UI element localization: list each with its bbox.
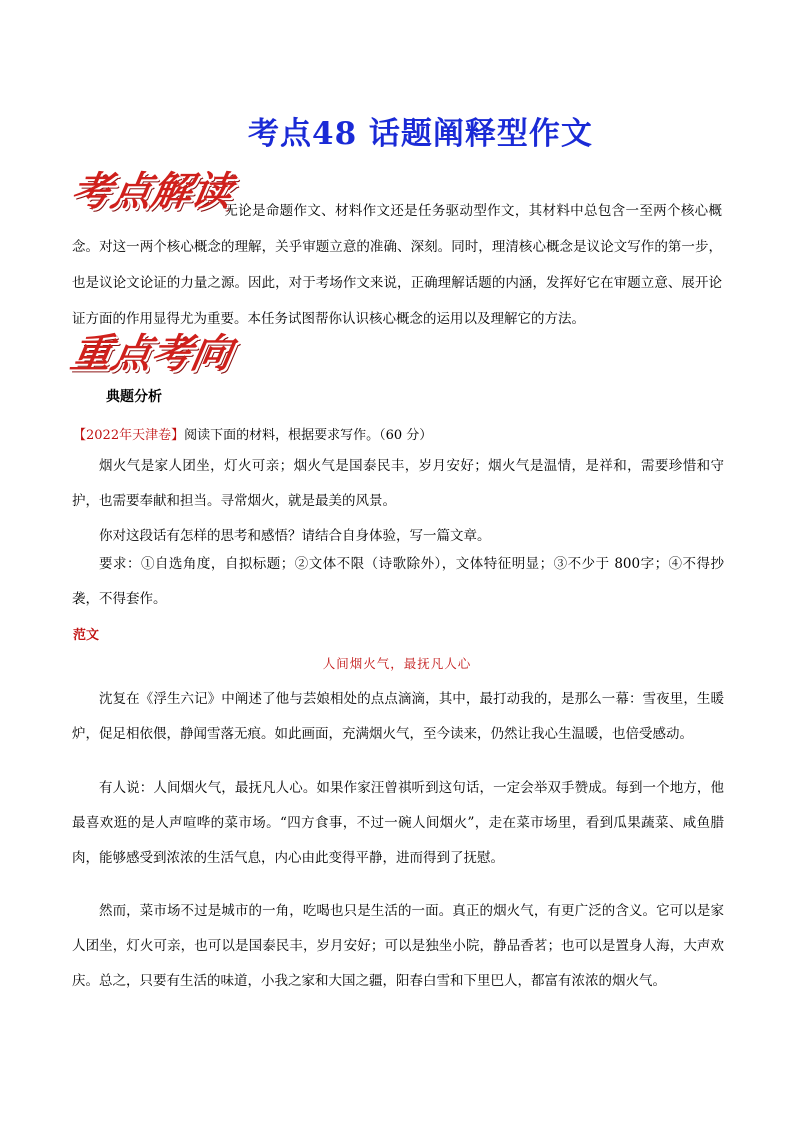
material-paragraph-2: 你对这段话有怎样的思考和感悟？请结合自身体验，写一篇文章。 (99, 528, 491, 544)
material-requirements: 要求：①自选角度，自拟标题；②文体不限（诗歌除外），文体特征明显；③不少于 800字；④不得抄袭，不得套作。 (72, 556, 724, 607)
banner-key-directions: 重点考向 (67, 330, 236, 377)
essay-paragraph-2: 有人说：人间烟火气，最抚凡人心。如果作家汪曾祺听到这句话，一定会举双手赞成。每到一个地方，他最喜欢逛的是人声喧哗的菜市场。“四方食事，不过一碗人间烟火”，走在菜市场里，看到瓜果蔬菜、咸鱼腊肉，能够感受到浓浓的生活气息，内心由此变得平静，进而得到了抚慰。 (72, 780, 724, 866)
sample-essay-label: 范文 (73, 628, 100, 643)
page-title: 考点48 话题阐释型作文 (248, 116, 593, 152)
banner-exam-interpretation: 考点解读 (67, 168, 236, 215)
intro-paragraph (72, 193, 722, 337)
material-paragraph-1: 烟火气是家人团坐，灯火可亲；烟火气是国泰民丰，岁月安好；烟火气是温情，是祥和，需要珍惜和守护，也需要奉献和担当。寻常烟火，就是最美的风景。 (72, 458, 724, 509)
question-source: 【2022年天津卷】 (73, 428, 185, 443)
essay-title: 人间烟火气，最抚凡人心 (322, 656, 472, 671)
essay-paragraph-1: 沈复在《浮生六记》中阐述了他与芸娘相处的点点滴滴，其中，最打动我的，是那么一幕：雪夜里，生暖炉，促足相依偎，静闻雪落无痕。如此画面，充满烟火气，至今读来，仍然让我心生温暖，也倍受感动。 (72, 691, 724, 742)
section-label: 典题分析 (106, 389, 162, 405)
question-line (73, 424, 432, 443)
intro-text: 无论是命题作文、材料作文还是任务驱动型作文，其材料中总包含一至两个核心概念。对这一两个核心概念的理解，关乎审题立意的准确、深刻。同时，理清核心概念是议论文写作的第一步，也是议论文论证的力量之源。因此，对于考场作文来说，正确理解话题的内涵，发挥好它在审题立意、展开论证方面的作用显得尤为重要。本任务试图帮你认识核心概念的运用以及理解它的方法。 (72, 203, 722, 327)
question-instruction: 阅读下面的材料，根据要求写作。（60 分） (184, 428, 433, 443)
essay-paragraph-3: 然而，菜市场不过是城市的一角，吃喝也只是生活的一面。真正的烟火气，有更广泛的含义。它可以是家人团坐，灯火可亲，也可以是国泰民丰，岁月安好；可以是独坐小院，静品香茗；也可以是置身人海，大声欢庆。总之，只要有生活的味道，小我之家和大国之疆，阳春白雪和下里巴人，都富有浓浓的烟火气。 (72, 903, 724, 989)
